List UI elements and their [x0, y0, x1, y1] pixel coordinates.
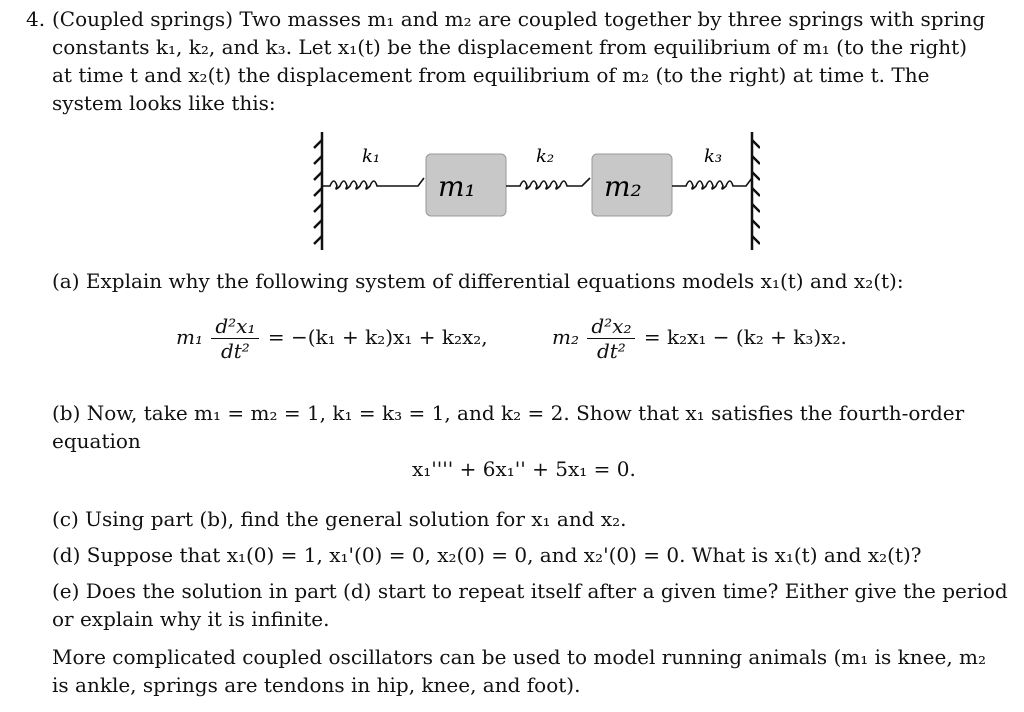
eq2-numerator: d²x₂	[587, 314, 635, 339]
spring-label-k2: k₂	[536, 146, 555, 167]
equation-2	[552, 314, 847, 363]
eq2-fraction	[587, 314, 635, 363]
problem-number: 4.	[26, 7, 46, 31]
eq1-rhs: = −(k₁ + k₂)x₁ + k₂x₂,	[267, 325, 488, 349]
part-b-line-2: equation	[52, 429, 141, 453]
closing-line-2: is ankle, springs are tendons in hip, knee, and foot).	[52, 673, 581, 697]
spring-3	[672, 178, 752, 189]
eq2-denominator: dt²	[596, 339, 626, 363]
eq1-coef: m₁	[176, 325, 203, 349]
mass-label-m1: m₁	[438, 170, 476, 203]
part-e-line-2: or explain why it is infinite.	[52, 607, 330, 631]
spring-2	[506, 178, 590, 189]
part-b-line-1: (b) Now, take m₁ = m₂ = 1, k₁ = k₃ = 1, and k₂ = 2. Show that x₁ satisfies the fourth-order	[52, 401, 965, 425]
spring-mass-diagram	[300, 126, 760, 256]
closing-line-1: More complicated coupled oscillators can be used to model running animals (m₁ is knee, m₂	[52, 645, 987, 669]
spring-label-k1: k₁	[362, 146, 381, 167]
intro-line-1: (Coupled springs) Two masses m₁ and m₂ are coupled together by three springs with spring	[52, 7, 986, 31]
right-wall	[752, 132, 760, 250]
eq2-coef: m₂	[552, 325, 579, 349]
mass-label-m2: m₂	[604, 170, 642, 203]
spring-label-k3: k₃	[704, 146, 723, 167]
intro-line-2: constants k₁, k₂, and k₃. Let x₁(t) be the displacement from equilibrium of m₁ (to the right)	[52, 35, 967, 59]
left-wall	[314, 132, 322, 250]
eq2-rhs: = k₂x₁ − (k₂ + k₃)x₂.	[643, 325, 847, 349]
part-a-text: (a) Explain why the following system of differential equations models x₁(t) and x₂(t):	[52, 269, 904, 293]
part-b-equation: x₁'''' + 6x₁'' + 5x₁ = 0.	[412, 457, 636, 481]
eq1-fraction	[211, 314, 259, 363]
eq1-numerator: d²x₁	[211, 314, 259, 339]
eq1-denominator: dt²	[220, 339, 250, 363]
equation-1	[176, 314, 488, 363]
spring-1	[322, 178, 424, 189]
part-d-text: (d) Suppose that x₁(0) = 1, x₁'(0) = 0, x₂(0) = 0, and x₂'(0) = 0. What is x₁(t) and x₂(t)?	[52, 543, 922, 567]
part-c-text: (c) Using part (b), find the general solution for x₁ and x₂.	[52, 507, 627, 531]
part-e-line-1: (e) Does the solution in part (d) start to repeat itself after a given time? Either give the period	[52, 579, 1008, 603]
intro-line-4: system looks like this:	[52, 91, 276, 115]
intro-line-3: at time t and x₂(t) the displacement from equilibrium of m₂ (to the right) at time t. The	[52, 63, 930, 87]
